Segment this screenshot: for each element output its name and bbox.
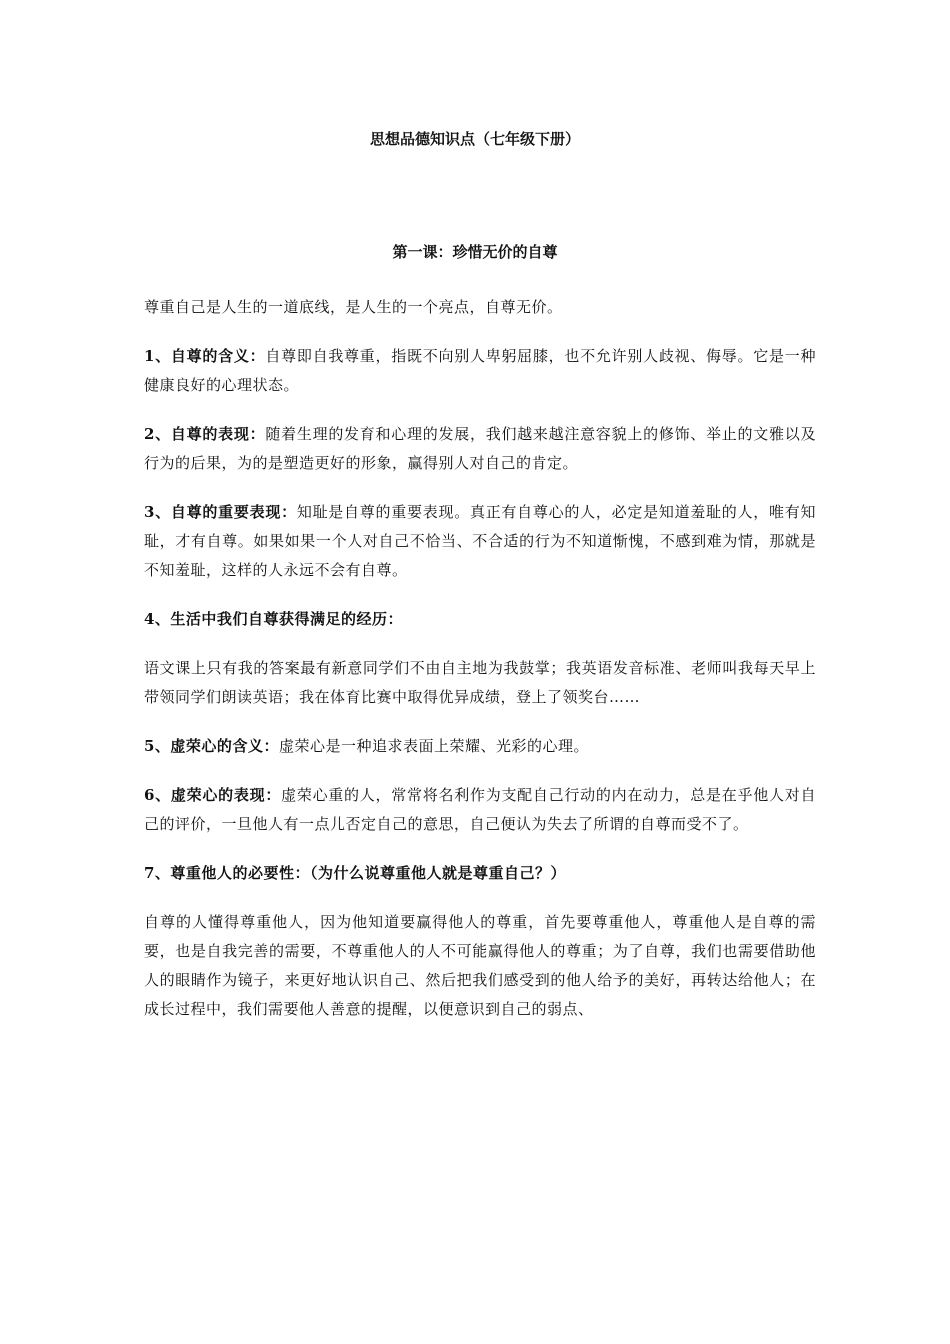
item-1-heading: 1、自尊的含义： [144,347,266,365]
item-5-heading: 5、虚荣心的含义： [144,737,279,755]
item-3-heading: 3、自尊的重要表现： [144,503,297,521]
item-4-heading: 4、生活中我们自尊获得满足的经历： [144,610,403,628]
item-7-paragraph [144,859,816,888]
intro-paragraph: 尊重自己是人生的一道底线，是人生的一个亮点，自尊无价。 [144,298,563,316]
item-5-paragraph [144,732,816,761]
item-2-paragraph [144,420,816,478]
item-7-detail-text: 自尊的人懂得尊重他人，因为他知道要赢得他人的尊重，首先要尊重他人，尊重他人是自尊的需要，也是自我完善的需要，不尊重他人的人不可能赢得他人的尊重；为了自尊，我们也需要借助他人的眼睛作为镜子，来更好地认识自己、然后把我们感受到的他人给予的美好，再转达给他人；在成长过程中，我们需要他人善意的提醒，以便意识到自己的弱点、 [144,913,816,1018]
document-body [144,293,816,1044]
lesson-title: 第一课：珍惜无价的自尊 [392,243,558,261]
item-6-heading: 6、虚荣心的表现： [144,786,282,804]
item-6-text: 虚荣心重的人，常常将名利作为支配自己行动的内在动力，总是在乎他人对自己的评价，一旦他人有一点儿否定自己的意思，自己便认为失去了所谓的自尊而受不了。 [144,786,816,833]
item-5-text: 虚荣心是一种追求表面上荣耀、光彩的心理。 [278,737,589,755]
item-4-detail-text: 语文课上只有我的答案最有新意同学们不由自主地为我鼓掌；我英语发音标准、老师叫我每天早上带领同学们朗读英语；我在体育比赛中取得优异成绩，登上了领奖台…… [144,659,816,706]
item-3-paragraph [144,498,816,585]
item-1-paragraph [144,342,816,400]
item-4-detail-paragraph [144,654,816,712]
item-2-heading: 2、自尊的表现： [144,425,266,443]
item-1-text: 自尊即自我尊重，指既不向别人卑躬屈膝，也不允许别人歧视、侮辱。它是一种健康良好的心理状态。 [144,347,816,394]
item-3-text: 知耻是自尊的重要表现。真正有自尊心的人，必定是知道羞耻的人，唯有知耻，才有自尊。如果如果一个人对自己不恰当、不合适的行为不知道惭愧，不感到难为情，那就是不知羞耻，这样的人永远不会有自尊。 [144,503,816,579]
item-4-paragraph [144,605,816,634]
item-6-paragraph [144,781,816,839]
item-7-heading: 7、尊重他人的必要性：（为什么说尊重他人就是尊重自己？） [144,864,566,882]
document-title: 思想品德知识点（七年级下册） [369,130,580,148]
item-2-text: 随着生理的发育和心理的发展，我们越来越注意容貌上的修饰、举止的文雅以及行为的后果，为的是塑造更好的形象，赢得别人对自己的肯定。 [144,425,816,472]
item-7-detail-paragraph [144,908,816,1024]
